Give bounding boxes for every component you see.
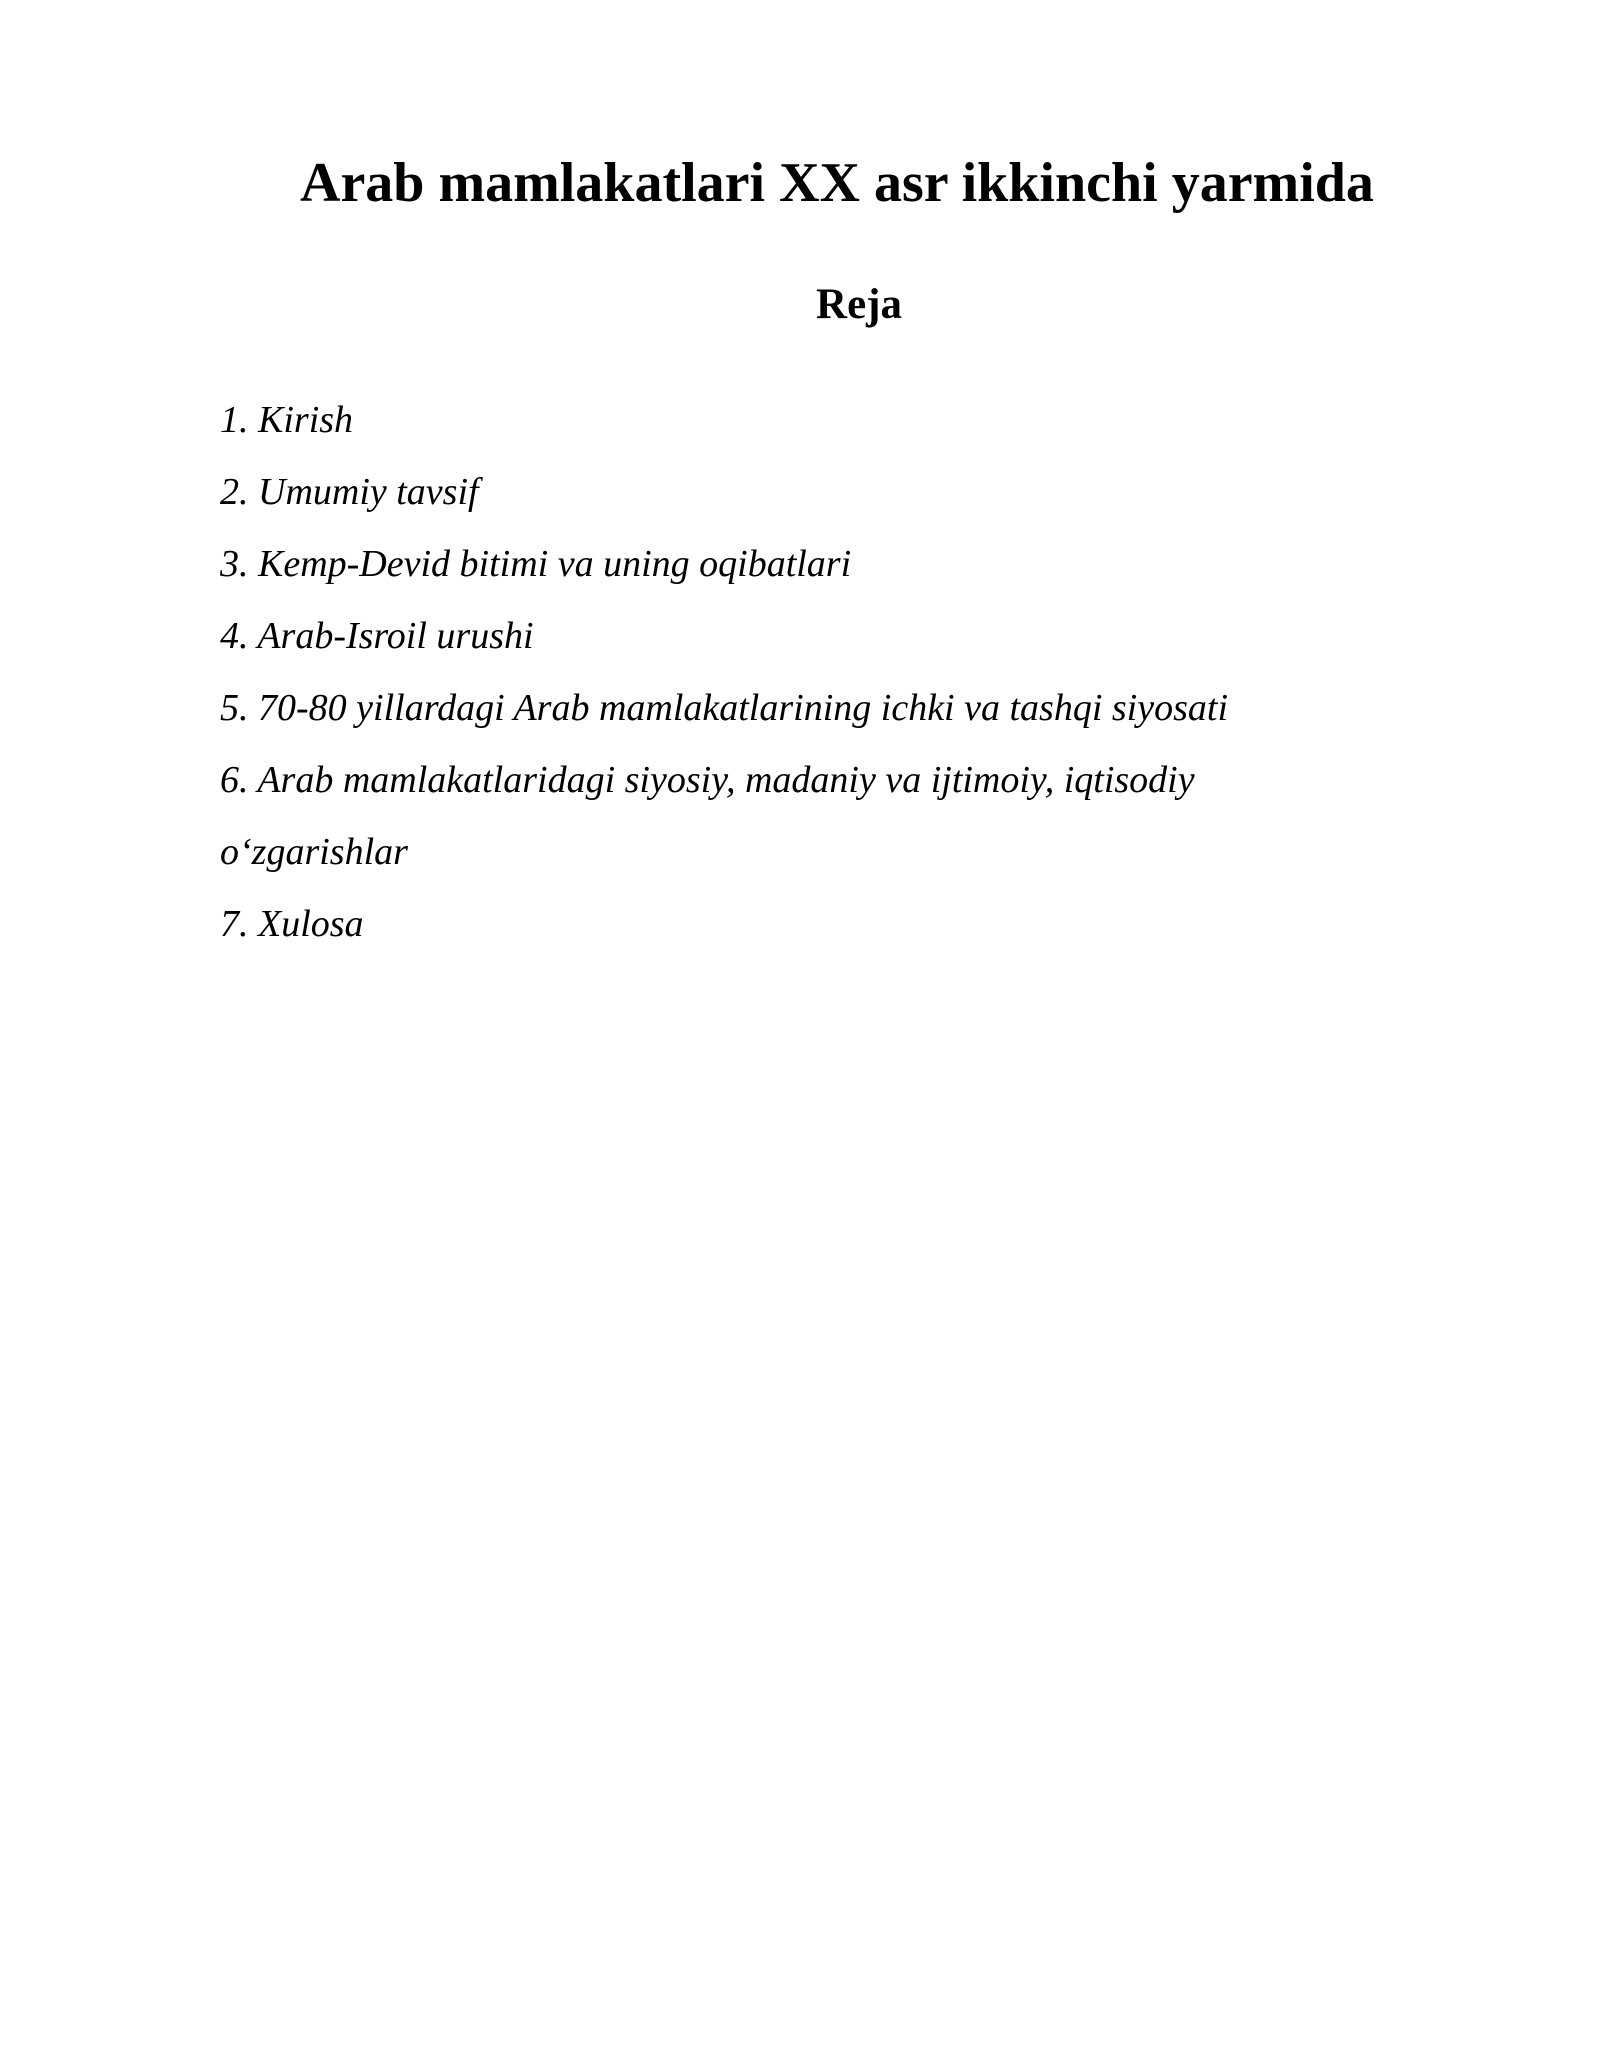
plan-item-4: 4. Arab-Isroil urushi <box>220 615 534 657</box>
plan-item-5: 5. 70-80 yillardagi Arab mamlakatlarining ichki va tashqi siyosati <box>220 687 1229 729</box>
document-title: Arab mamlakatlari XX asr ikkinchi yarmida <box>300 152 1374 214</box>
plan-heading: Reja <box>816 281 902 328</box>
plan-list <box>220 384 1400 960</box>
plan-item-3: 3. Kemp-Devid bitimi va uning oqibatlari <box>220 543 852 585</box>
plan-item-2: 2. Umumiy tavsif <box>220 471 479 513</box>
plan-item-7: 7. Xulosa <box>220 903 364 945</box>
plan-item-6: 6. Arab mamlakatlaridagi siyosiy, madaniy va ijtimoiy, iqtisodiy o‘zgarishlar <box>220 759 1195 873</box>
plan-item-1: 1. Kirish <box>220 399 354 441</box>
